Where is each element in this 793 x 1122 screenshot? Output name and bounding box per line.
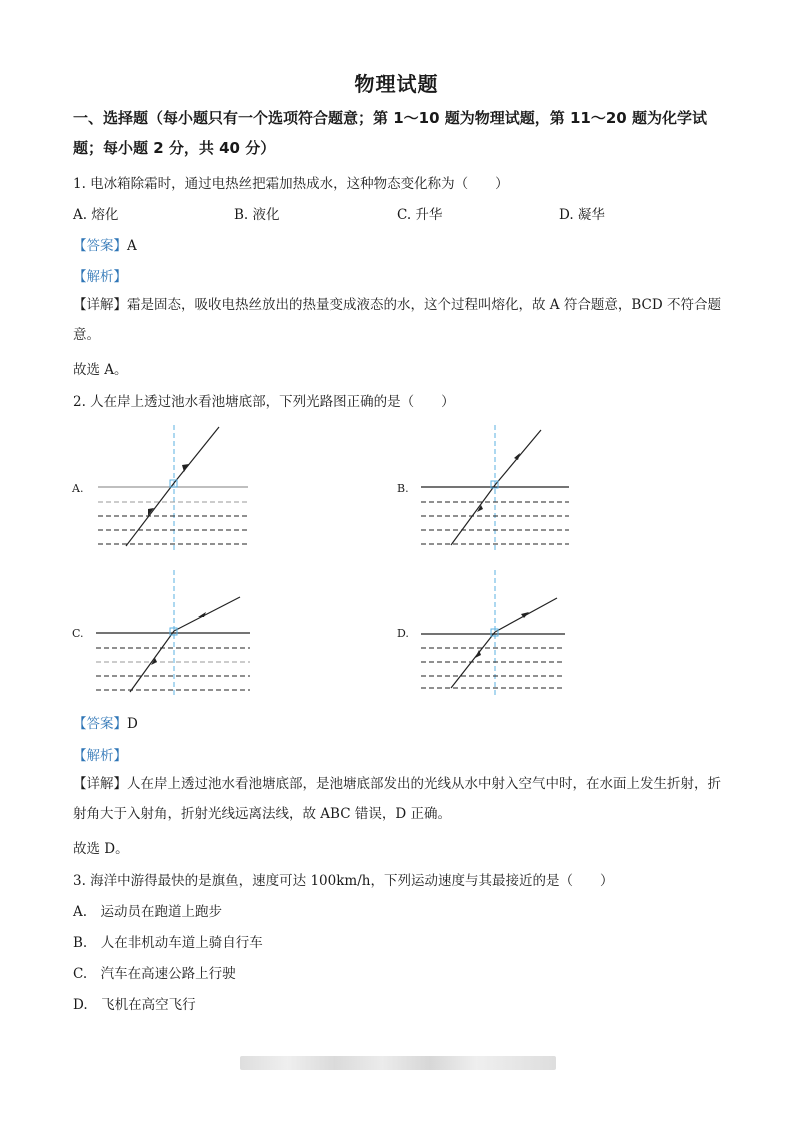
- analysis-tag: 【解析】: [73, 748, 127, 764]
- detail-tag: 【详解】: [73, 297, 127, 313]
- page-title: 物理试题: [354, 72, 439, 96]
- question-3-stem: 3. 海洋中游得最快的是旗鱼，速度可达 100km/h，下列运动速度与其最接近的是（ ）: [73, 873, 614, 889]
- analysis-tag: 【解析】: [73, 269, 127, 285]
- diagram-c: [70, 570, 255, 695]
- q2-answer: [73, 712, 138, 732]
- diagram-d: [395, 570, 580, 695]
- diagram-b: [395, 425, 580, 550]
- section-heading: 一、选择题（每小题只有一个选项符合题意；第 1～10 题为物理试题，第 11～20 题为化学试题；每小题 2 分，共 40 分）: [73, 109, 707, 157]
- q1-detail: [73, 290, 725, 350]
- q2-analysis-tag: [73, 744, 127, 764]
- diagram-c-label: C.: [72, 627, 84, 640]
- q1-option-c: C. 升华: [397, 207, 443, 223]
- diagram-d-label: D.: [397, 627, 409, 640]
- question-2-stem: 2. 人在岸上透过池水看池塘底部，下列光路图正确的是（ ）: [73, 394, 455, 410]
- answer-tag: 【答案】: [73, 716, 127, 732]
- question-1-stem: 1. 电冰箱除霜时，通过电热丝把霜加热成水，这种物态变化称为（ ）: [73, 176, 509, 192]
- detail-text: 霜是固态，吸收电热丝放出的热量变成液态的水，这个过程叫熔化，故 A 符合题意，BCD 不符合题意。: [73, 297, 721, 343]
- q1-option-d: D. 凝华: [559, 207, 605, 223]
- q1-answer: [73, 234, 137, 254]
- q3-option-b: B. 人在非机动车道上骑自行车: [73, 935, 263, 951]
- q1-conclusion: 故选 A。: [73, 362, 128, 378]
- q3-option-d: D. 飞机在高空飞行: [73, 997, 196, 1013]
- blurred-footer-watermark: [240, 1056, 556, 1070]
- answer-value: D: [127, 716, 138, 732]
- diagram-b-label: B.: [397, 482, 409, 495]
- q2-detail: [73, 769, 725, 829]
- detail-tag: 【详解】: [73, 776, 127, 792]
- q3-option-c: C. 汽车在高速公路上行驶: [73, 966, 236, 982]
- diagram-a: [70, 425, 255, 550]
- detail-text: 人在岸上透过池水看池塘底部，是池塘底部发出的光线从水中射入空气中时，在水面上发生折射，折射角大于入射角，折射光线远离法线，故 ABC 错误，D 正确。: [73, 776, 721, 822]
- q1-analysis-tag: [73, 265, 127, 285]
- diagram-a-label: A.: [72, 482, 84, 495]
- answer-value: A: [127, 238, 137, 254]
- q1-option-a: A. 熔化: [73, 207, 119, 223]
- q3-option-a: A. 运动员在跑道上跑步: [73, 904, 223, 920]
- q2-conclusion: 故选 D。: [73, 841, 129, 857]
- q1-option-b: B. 液化: [234, 207, 280, 223]
- answer-tag: 【答案】: [73, 238, 127, 254]
